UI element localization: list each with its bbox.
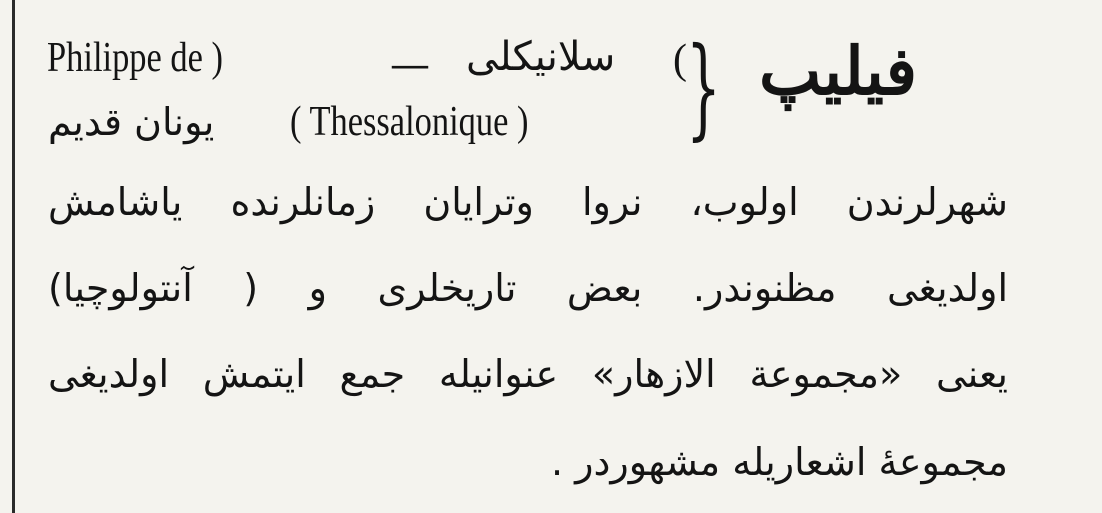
body-line-4: مجموعهٔ اشعاريله مشهوردر . bbox=[550, 440, 1008, 484]
latin-name-part2: ( Thessalonique ) bbox=[290, 99, 529, 145]
open-paren: ( bbox=[673, 37, 687, 83]
headword: فيليپ bbox=[758, 32, 917, 110]
origin-arabic: سلانيكلى bbox=[466, 34, 616, 80]
body-line-1: شهرلرندن اولوب، نروا وترايان زمانلرنده ياشامش bbox=[48, 180, 1008, 224]
latin-name-part1: Philippe de ) bbox=[47, 35, 224, 81]
body-line-3: يعنى «مجموعة الازهار» عنوانيله جمع ايتمش اولديغى bbox=[48, 352, 1008, 396]
grouping-brace: } bbox=[686, 23, 721, 151]
body-line-2: اولديغى مظنوندر. بعض تاريخلرى و ( آنتولوچيا) bbox=[48, 266, 1008, 310]
em-dash: — bbox=[390, 42, 430, 88]
origin-arabic-line2: يونان قديم bbox=[48, 100, 215, 144]
